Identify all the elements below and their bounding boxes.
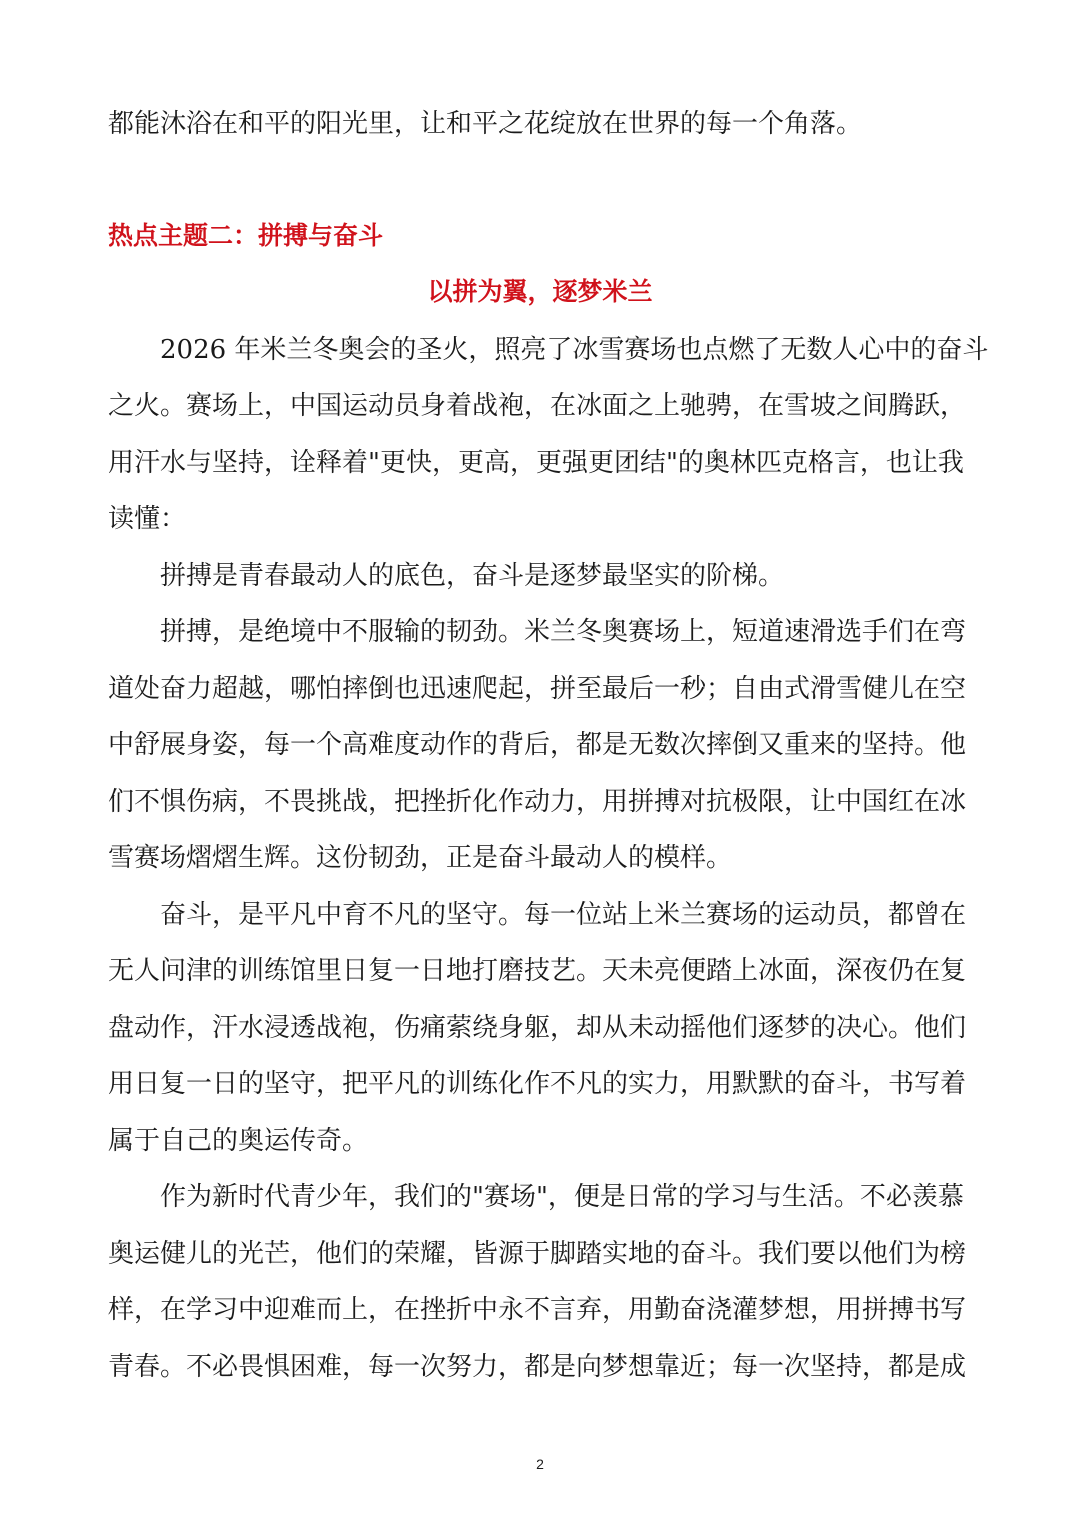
essay-title: 以拼为翼，逐梦米兰 [427,277,653,306]
paragraph-5-line-3: 样，在学习中迎难而上，在挫折中永不言弃，用勤奋浇灌梦想，用拼搏书写 [108,1295,967,1325]
paragraph-2-line-1: 拼搏是青春最动人的底色，奋斗是逐梦最坚实的阶梯。 [160,561,785,591]
paragraph-4-line-1: 奋斗，是平凡中育不凡的坚守。每一位站上米兰赛场的运动员，都曾在 [160,900,967,930]
paragraph-4-line-3: 盘动作，汗水浸透战袍，伤痛萦绕身躯，却从未动摇他们逐梦的决心。他们 [108,1013,967,1043]
paragraph-5-line-4: 青春。不必畏惧困难，每一次努力，都是向梦想靠近；每一次坚持，都是成 [108,1352,967,1382]
paragraph-5-line-2: 奥运健儿的光芒，他们的荣耀，皆源于脚踏实地的奋斗。我们要以他们为榜 [108,1239,967,1269]
paragraph-1-line-2: 之火。赛场上，中国运动员身着战袍，在冰面之上驰骋，在雪坡之间腾跃， [108,391,967,421]
paragraph-4-line-2: 无人问津的训练馆里日复一日地打磨技艺。天未亮便踏上冰面，深夜仍在复 [108,956,967,986]
paragraph-3-line-4: 们不惧伤病，不畏挑战，把挫折化作动力，用拼搏对抗极限，让中国红在冰 [108,787,967,817]
continued-paragraph-line: 都能沐浴在和平的阳光里，让和平之花绽放在世界的每一个角落。 [108,109,863,139]
paragraph-5-line-1: 作为新时代青少年，我们的"赛场"，便是日常的学习与生活。不必羡慕 [160,1182,964,1212]
paragraph-3-line-3: 中舒展身姿，每一个高难度动作的背后，都是无数次摔倒又重来的坚持。他 [108,730,967,760]
paragraph-1-line-3: 用汗水与坚持，诠释着"更快，更高，更强更团结"的奥林匹克格言，也让我 [108,448,964,478]
paragraph-1-line-1: 2026 年米兰冬奥会的圣火，照亮了冰雪赛场也点燃了无数人心中的奋斗 [160,335,989,365]
paragraph-3-line-1: 拼搏，是绝境中不服输的韧劲。米兰冬奥赛场上，短道速滑选手们在弯 [160,617,967,647]
paragraph-4-line-5: 属于自己的奥运传奇。 [108,1126,369,1156]
paragraph-3-line-5: 雪赛场熠熠生辉。这份韧劲，正是奋斗最动人的模样。 [108,843,733,873]
paragraph-1-line-4: 读懂： [108,504,187,534]
page-number: 2 [536,1456,544,1472]
paragraph-3-line-2: 道处奋力超越，哪怕摔倒也迅速爬起，拼至最后一秒；自由式滑雪健儿在空 [108,674,967,704]
section-heading: 热点主题二：拼搏与奋斗 [108,221,384,250]
paragraph-4-line-4: 用日复一日的坚守，把平凡的训练化作不凡的实力，用默默的奋斗，书写着 [108,1069,967,1099]
